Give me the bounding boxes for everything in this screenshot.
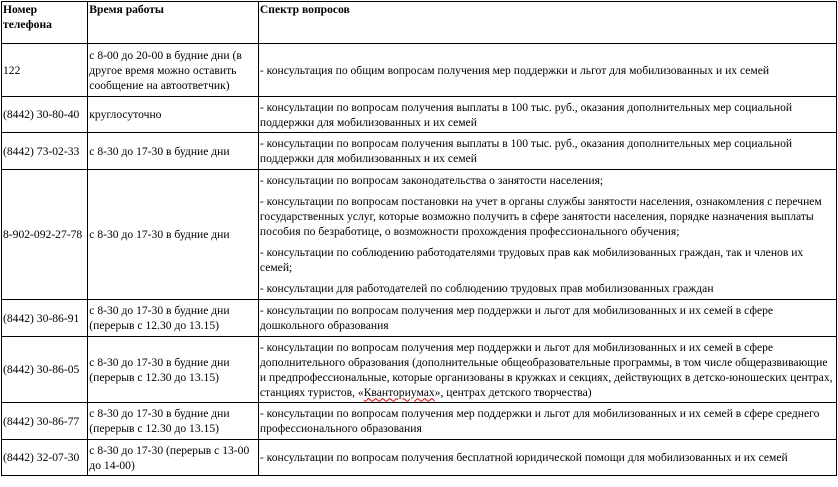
table-row [2, 97, 837, 133]
table-row [2, 300, 837, 337]
topics-cell [258, 440, 836, 476]
table-row [2, 170, 837, 300]
hours-cell: круглосуточно [88, 97, 259, 133]
hours-cell: с 8-30 до 17-30 в будние дни (перерыв с 12.30 до 13.15) [88, 337, 259, 403]
topics-cell [258, 44, 836, 97]
header-topics: Спектр вопросов [258, 2, 836, 44]
hours-cell: с 8-30 до 17-30 в будние дни [88, 170, 259, 300]
topic-item: - консультации по вопросам постановки на учет в органы службы занятости населения, ознакомления с перечнем государственных услуг, которые возможно получить в сфере занятости населения, порядке назначения выплаты пособия по безработице, о возможности прохождения профессионального обучения; [259, 195, 822, 238]
phone-cell: (8442) 30-86-91 [2, 300, 88, 337]
topic-item: - консультации по вопросам получения мер поддержки и льгот для мобилизованных и их семей в сфере среднего профессионального образования [259, 407, 820, 435]
topics-cell [258, 337, 836, 403]
table-row [2, 440, 837, 476]
table-row [2, 133, 837, 170]
spellcheck-underlined-word: Кванториумах [363, 385, 435, 399]
topic-item: - консультации по вопросам получения выплаты в 100 тыс. руб., оказания дополнительных мер социальной поддержки для мобилизованных и их семей [259, 137, 793, 165]
phone-cell: 122 [2, 44, 88, 97]
header-hours: Время работы [88, 2, 259, 44]
hours-cell: с 8-30 до 17-30 в будние дни (перерыв с 12.30 до 13.15) [88, 300, 259, 337]
topics-cell [258, 133, 836, 170]
hours-cell: с 8-30 до 17-30 (перерыв с 13-00 до 14-00) [88, 440, 259, 476]
hours-cell: с 8-00 до 20-00 в будние дни (в другое время можно оставить сообщение на автоответчик) [88, 44, 259, 97]
topic-text-end: », центрах детского творчества) [434, 385, 592, 399]
contacts-table [1, 1, 837, 476]
phone-cell: (8442) 32-07-30 [2, 440, 88, 476]
hours-cell: с 8-30 до 17-30 в будние дни (перерыв с 12.30 до 13.15) [88, 403, 259, 440]
table-row [2, 337, 837, 403]
topic-item [260, 340, 835, 400]
topic-item: - консультации по вопросам получения выплаты в 100 тыс. руб., оказания дополнительных мер социальной поддержки для мобилизованных и их семей [259, 100, 793, 129]
topic-item: - консультации по вопросам получения мер поддержки и льгот для мобилизованных и их семей в сфере дошкольного образования [259, 304, 774, 332]
table-row [2, 403, 837, 440]
phone-cell: (8442) 30-86-05 [2, 337, 88, 403]
topics-cell [258, 300, 836, 337]
header-phone: Номер телефона [2, 2, 88, 44]
table-row [2, 44, 837, 97]
topic-item: - консультации по соблюдению работодателями трудовых прав как мобилизованных граждан, так и членов их семей; [259, 246, 804, 274]
topics-cell [258, 170, 836, 300]
phone-cell: (8442) 30-86-77 [2, 403, 88, 440]
hours-cell: с 8-30 до 17-30 в будние дни [88, 133, 259, 170]
table-header-row [2, 2, 837, 44]
topics-cell [258, 403, 836, 440]
topic-text-start: - консультации по вопросам получения мер поддержки и льгот для мобилизованных и их семей в сфере дополнительного образования (дополнительные общеобразовательные программы, в том числе общеразвивающие и предпрофессиональные, которые организованы в кружках и секциях, действующих в детско-юношеских центрах, станциях туристов, « [259, 340, 833, 399]
topics-cell [258, 97, 836, 133]
topic-item: - консультации по вопросам законодательства о занятости населения; [259, 174, 604, 187]
topic-item: - консультации для работодателей по соблюдению трудовых прав мобилизованных граждан [259, 282, 714, 295]
topic-item: - консультация по общим вопросам получения мер поддержки и льгот для мобилизованных и их семей [259, 63, 770, 77]
phone-cell: (8442) 30-80-40 [2, 97, 88, 133]
phone-cell: (8442) 73-02-33 [2, 133, 88, 170]
phone-cell: 8-902-092-27-78 [2, 170, 88, 300]
topic-item: - консультации по вопросам получения бесплатной юридической помощи для мобилизованных и их семей [259, 451, 788, 464]
